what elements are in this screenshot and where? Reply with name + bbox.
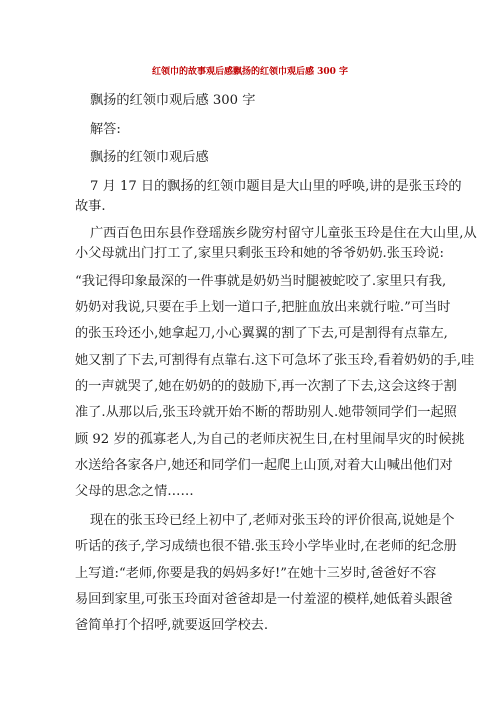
section-heading: 飘扬的红领巾观后感 bbox=[90, 150, 209, 165]
paragraph-2-line: 她又割了下去,可割得有点靠右.这下可急坏了张玉玲,看着奶奶的手,哇 bbox=[75, 353, 475, 368]
paragraph-2-line: 顾 92 岁的孤寡老人,为自己的老师庆祝生日,在村里闹旱灾的时候挑 bbox=[75, 432, 465, 447]
page-title: 红领巾的故事观后感飘扬的红领巾观后感 300 字 bbox=[151, 67, 349, 77]
paragraph-3-line: 爸简单打个招呼,就要返回学校去. bbox=[75, 618, 269, 633]
paragraph-3-line: 易回到家里,可张玉玲面对爸爸却是一付羞涩的模样,她低着头跟爸 bbox=[75, 592, 453, 607]
paragraph-3-line: 听话的孩子,学习成绩也很不错.张玉玲小学毕业时,在老师的纪念册 bbox=[75, 539, 457, 554]
paragraph-3-line: 上写道:“老师,你要是我的妈妈多好!”在她十三岁时,爸爸好不容 bbox=[75, 566, 437, 581]
paragraph-2-line: 准了.从那以后,张玉玲就开始不断的帮助别人.她带领同学们一起照 bbox=[75, 405, 457, 420]
paragraph-2-line: 父母的思念之情…… bbox=[75, 484, 194, 499]
paragraph-2-line: 奶奶对我说,只要在手上划一道口子,把脏血放出来就行啦.”可当时 bbox=[75, 300, 451, 315]
paragraph-1-line: 7 月 17 日的飘扬的红领巾题目是大山里的呼唤,讲的是张玉玲的 bbox=[90, 179, 462, 194]
paragraph-2-line: 广西百色田东县作登瑶族乡陇穷村留守儿童张玉玲是住在大山里,从 bbox=[90, 226, 477, 241]
paragraph-3-line: 现在的张玉玲已经上初中了,老师对张玉玲的评价很高,说她是个 bbox=[90, 513, 455, 528]
paragraph-2-line: 的一声就哭了,她在奶奶的的鼓励下,再一次割了下去,这会这终于割 bbox=[75, 379, 457, 394]
paragraph-2-line: 水送给各家各户,她还和同学们一起爬上山顶,对着大山喊出他们对 bbox=[75, 458, 453, 473]
paragraph-1-line: 故事. bbox=[75, 199, 106, 214]
paragraph-2-line: “我记得印象最深的一件事就是奶奶当时腿被蛇咬了.家里只有我, bbox=[75, 274, 447, 289]
subtitle: 飘扬的红领巾观后感 300 字 bbox=[90, 93, 256, 108]
paragraph-2-line: 的张玉玲还小,她拿起刀,小心翼翼的割了下去,可是割得有点靠左, bbox=[75, 326, 448, 341]
paragraph-2-line: 小父母就出门打工了,家里只剩张玉玲和她的爷爷奶奶.张玉玲说: bbox=[75, 246, 444, 261]
answer-label: 解答: bbox=[90, 122, 121, 137]
